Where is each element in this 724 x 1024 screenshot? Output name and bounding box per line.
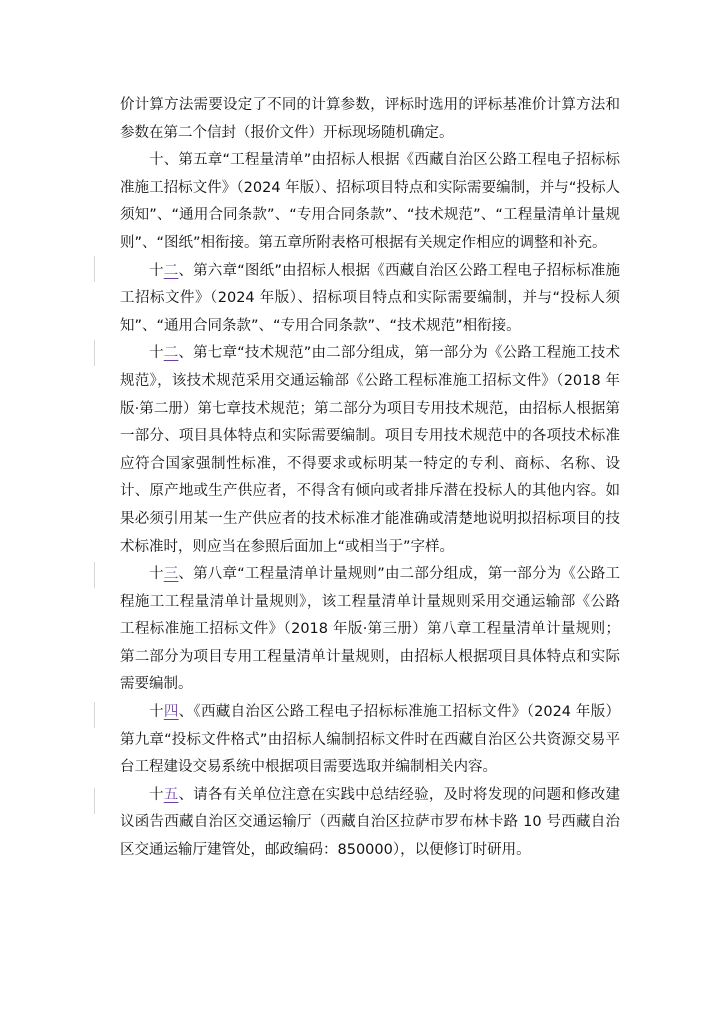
paragraph-item-10: [120, 147, 620, 257]
paragraph-item-14: [120, 699, 620, 782]
item-number-suffix: 、: [178, 704, 194, 721]
change-bar: [94, 788, 95, 814]
item-number-suffix: 、: [178, 566, 194, 583]
item-number-suffix: 、: [178, 345, 194, 362]
revision-mark: 四: [163, 704, 179, 721]
item-number-prefix: 十: [149, 786, 164, 803]
item-number-suffix: 、: [178, 786, 194, 803]
paragraph-text: 第五章“工程量清单”由招标人根据《西藏自治区公路工程电子招标标准施工招标文件》（2024 年版）、招标项目特点和实际需要编制，并与“投标人须知”、“通用合同条款”、“专用合同条款”、“技术规范”、“工程量清单计量规则”、“图纸”相衔接。第五章所附表格可根据有关规定作相应的调整和补充。: [120, 152, 620, 251]
change-bar: [94, 340, 95, 366]
paragraph-text: 第六章“图纸”由招标人根据《西藏自治区公路工程电子招标标准施工招标文件》（2024 年版）、招标项目特点和实际需要编制，并与“投标人须知”、“通用合同条款”、“专用合同条款”、“技术规范”相衔接。: [120, 262, 620, 334]
revision-mark: 三: [163, 566, 179, 583]
item-number-prefix: 十: [149, 262, 164, 279]
paragraph-text: 第七章“技术规范”由二部分组成，第一部分为《公路工程施工技术规范》，该技术规范采用交通运输部《公路工程标准施工招标文件》（2018 年版·第二册）第七章技术规范；第二部分为项目专用技术规范，由招标人根据第一部分、项目具体特点和实际需要编制。项目专用技术规范中的各项技术标准应符合国家强制性标准，不得要求或标明某一特定的专利、商标、名称、设计、原产地或生产供应者，不得含有倾向或者排斥潜在投标人的其他内容。如果必须引用某一生产供应者的技术标准才能准确或清楚地说明拟招标项目的技术标准时，则应当在参照后面加上“或相当于”字样。: [120, 345, 620, 555]
paragraph-text: 价计算方法需要设定了不同的计算参数，评标时选用的评标基准价计算方法和参数在第二个信封（报价文件）开标现场随机确定。: [120, 97, 620, 141]
paragraph-text: 《西藏自治区公路工程电子招标标准施工招标文件》（2024 年版）第九章“投标文件格式”由招标人编制招标文件时在西藏自治区公共资源交易平台工程建设交易系统中根据项目需要选取并编制相关内容。: [120, 704, 621, 776]
change-bar: [94, 562, 95, 588]
paragraph-continuation: [120, 92, 620, 147]
paragraph-item-11: [120, 258, 620, 341]
document-page: [120, 92, 620, 865]
paragraph-item-15: [120, 782, 620, 865]
item-number-suffix: 、: [178, 262, 194, 279]
paragraph-item-12: [120, 340, 620, 561]
change-bar: [94, 256, 95, 282]
change-bar: [94, 702, 95, 728]
item-number-prefix: 十: [149, 345, 164, 362]
paragraph-text: 请各有关单位注意在实践中总结经验，及时将发现的问题和修改建议函告西藏自治区交通运输厅（西藏自治区拉萨市罗布林卡路 10 号西藏自治区交通运输厅建管处，邮政编码：850000），以便修订时研用。: [120, 786, 621, 859]
item-number-prefix: 十: [149, 704, 164, 721]
item-number-prefix: 十: [149, 566, 164, 583]
revision-mark: 二: [163, 262, 179, 279]
paragraph-text: 第八章“工程量清单计量规则”由二部分组成，第一部分为《公路工程施工工程量清单计量规则》，该工程量清单计量规则采用交通运输部《公路工程标准施工招标文件》（2018 年版·第三册）第八章工程量清单计量规则；第二部分为项目专用工程量清单计量规则，由招标人根据项目具体特点和实际需要编制。: [120, 566, 620, 693]
revision-mark: 五: [163, 786, 179, 803]
paragraph-item-13: [120, 561, 620, 699]
item-number: 十、: [149, 152, 179, 169]
revision-mark: 二: [163, 345, 179, 362]
